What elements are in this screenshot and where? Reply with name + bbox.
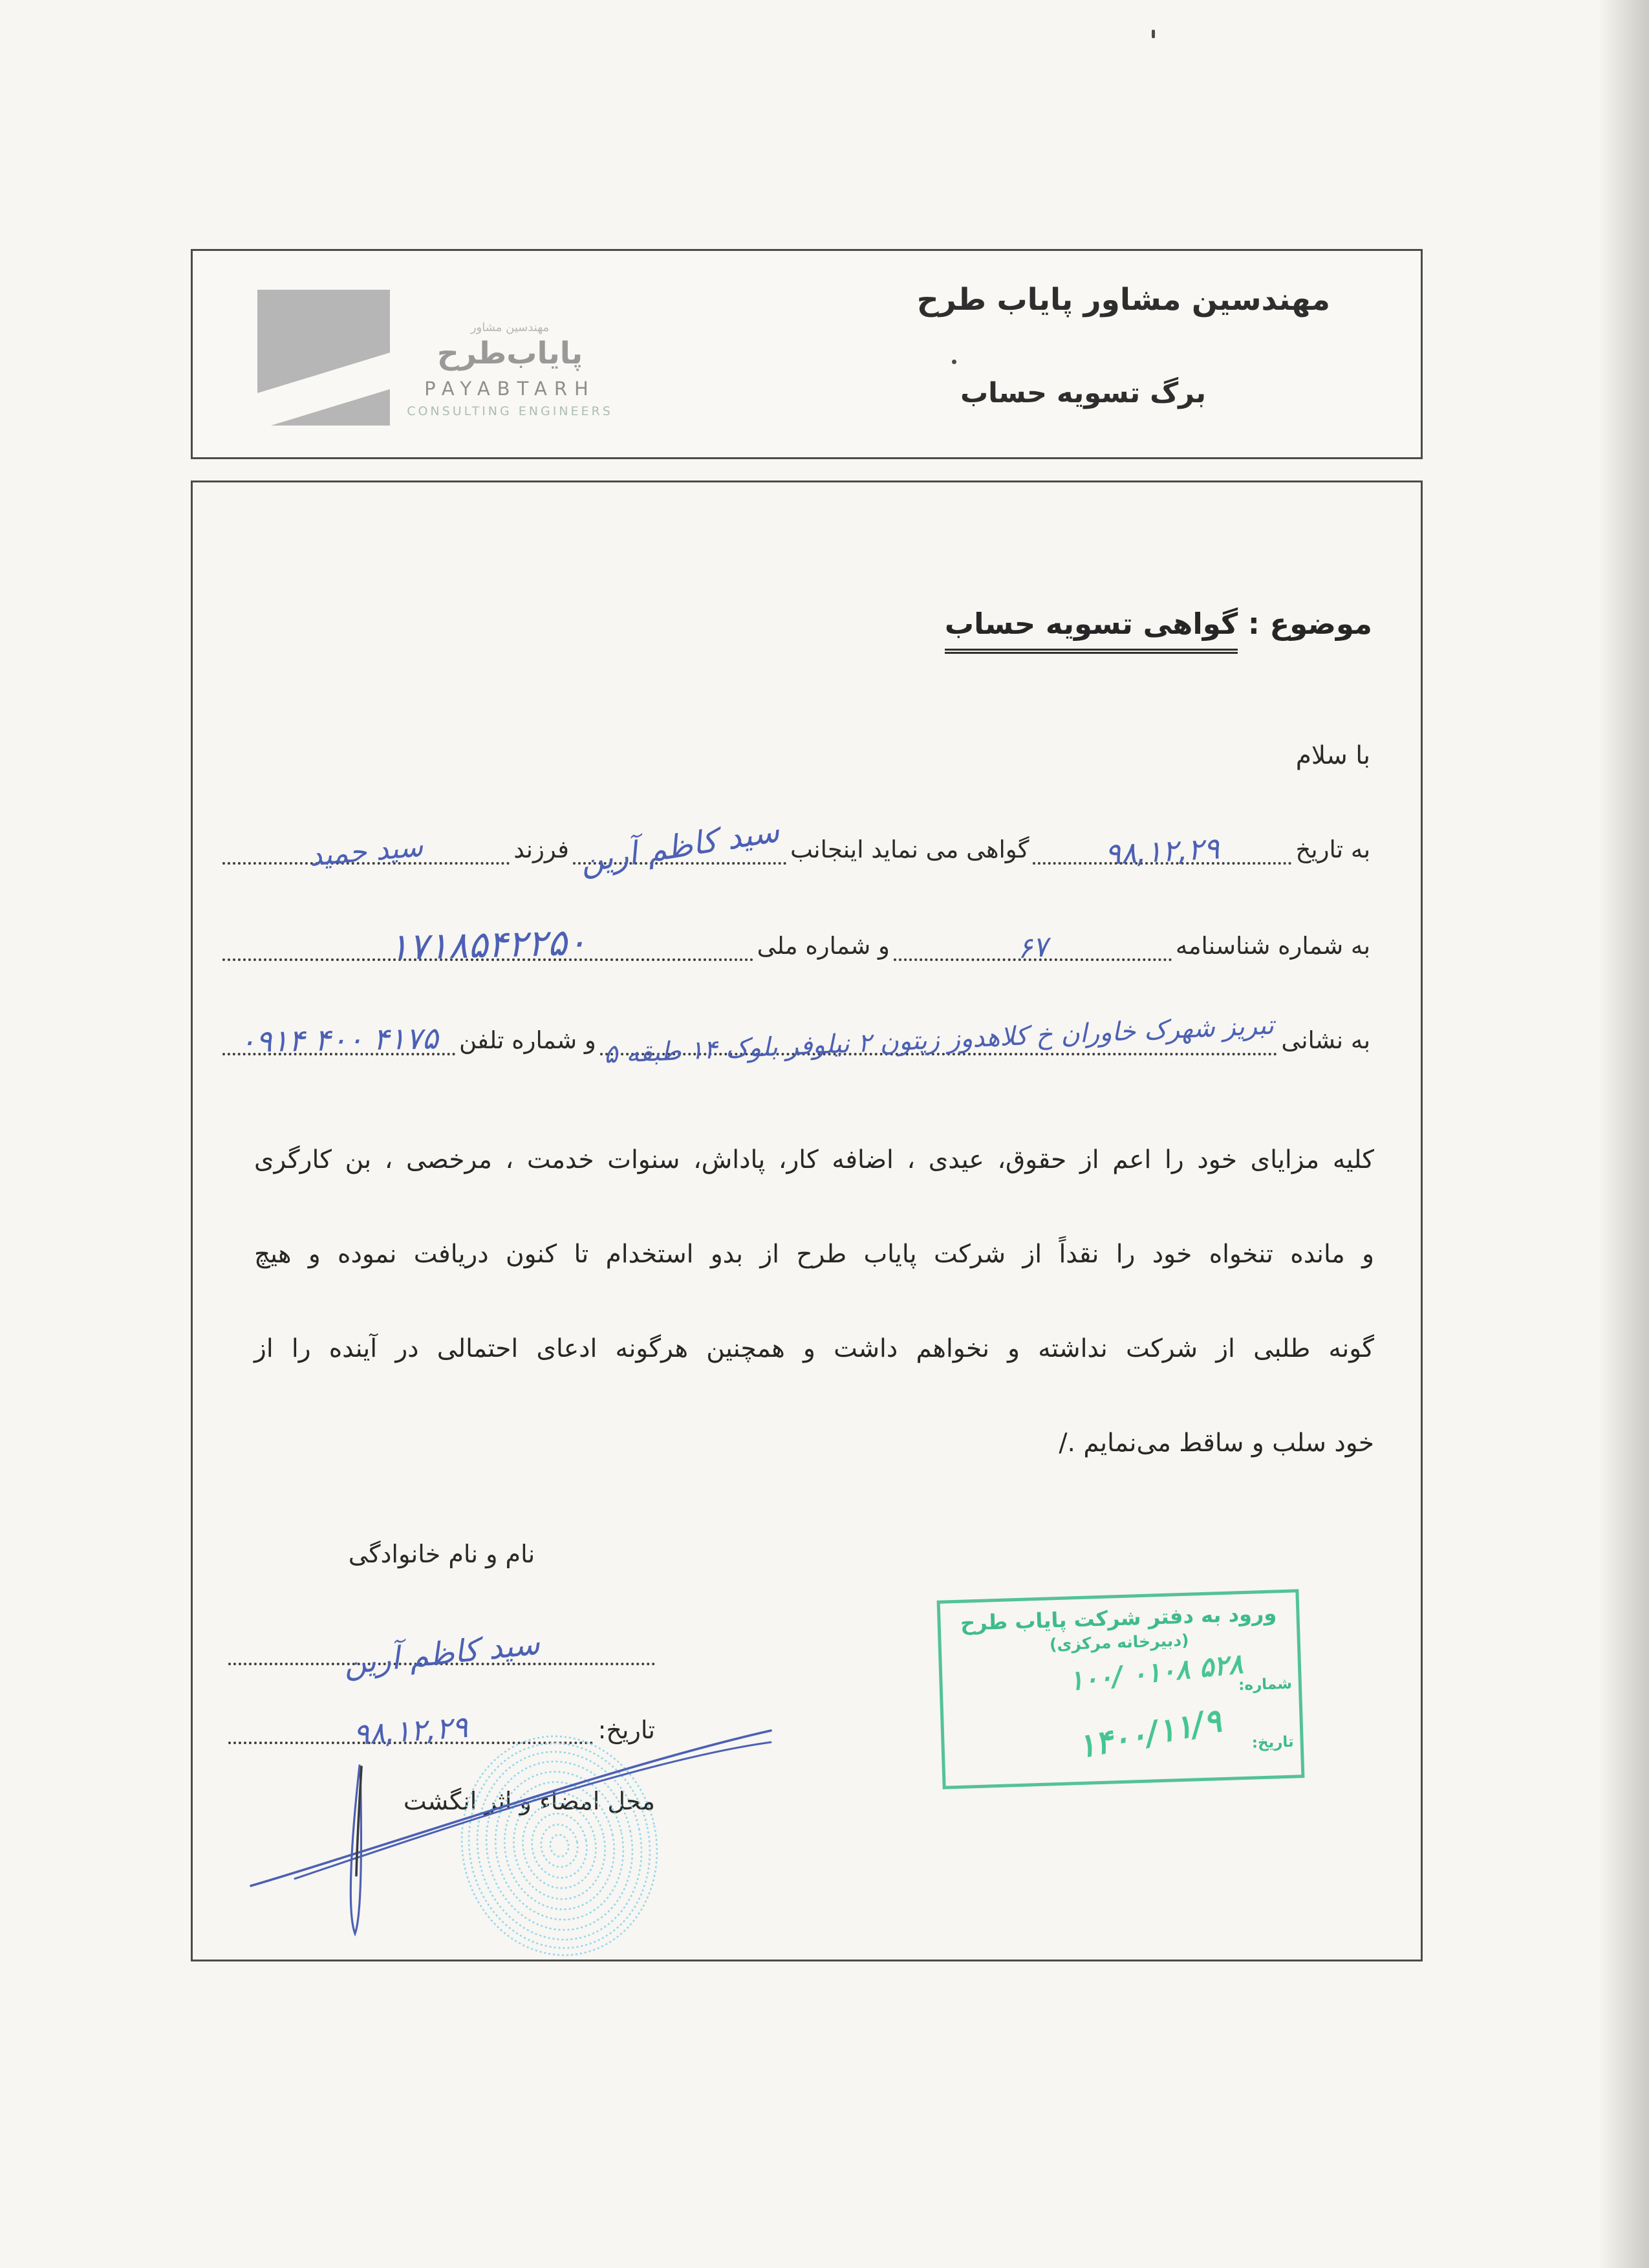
dotted-line (228, 1625, 655, 1682)
stamp-subtitle: (دبیرخانه مرکزی) (1049, 1630, 1189, 1654)
dotted-line (222, 921, 753, 969)
stamp-handwritten-number: ۵۲۸ ۰۱۰۸ /۱۰۰ (1067, 1647, 1244, 1697)
logo-diagonal-stripe (257, 345, 390, 426)
handwritten-signature-date: ۹۸,۱۲,۲۹ (352, 1709, 469, 1753)
paragraph-line: خود سلب و ساقط می‌نمایم ./ (1059, 1429, 1374, 1458)
handwritten-date: ۹۸,۱۲,۲۹ (1104, 830, 1221, 872)
fingerprint-icon (442, 1719, 677, 1960)
handwritten-name: سید کاظم آرین (577, 812, 782, 881)
declaration-paragraph (254, 1113, 1374, 1491)
paragraph-line: کلیه مزایای خود را اعم از حقوق، عیدی ، اضافه کار، پاداش، سنوات خدمت ، مرخصی ، بن کارگری (254, 1145, 1374, 1174)
handwritten-address: تبریز شهرک خاوران خ کلاهدوز زیتون ۲ نیلوفر بلوک ۱۴ طبقه ۵ (603, 1010, 1275, 1070)
office-entry-stamp (937, 1589, 1305, 1789)
stamp-number-label: شماره: (1238, 1675, 1293, 1694)
label-national-id: و شماره ملی (757, 932, 890, 960)
label-child-of: فرزند (513, 836, 569, 863)
label-date: به تاریخ (1295, 836, 1370, 863)
label-certifies: گواهی می نماید اینجانب (790, 836, 1029, 863)
form-title: برگ تسویه حساب (960, 377, 1206, 409)
signature-name-label: نام و نام خانوادگی (348, 1540, 535, 1568)
logo-script-small: مهندسین مشاور (470, 321, 550, 334)
form-line-address-phone (222, 1010, 1374, 1070)
label-address: به نشانی (1281, 1026, 1370, 1054)
logo-text-block (398, 321, 621, 418)
form-line-date-name (222, 812, 1374, 881)
paragraph-line: گونه طلبی از شرکت نداشته و نخواهم داشت و همچنین هرگونه ادعای احتمالی در آینده را از (254, 1334, 1374, 1363)
stamp-handwritten-date: ۱۴۰۰/۱۱/۹ (1075, 1701, 1225, 1766)
dotted-line (222, 1021, 455, 1060)
dotted-line (1033, 830, 1291, 872)
form-line-id-numbers (222, 921, 1374, 969)
form-title-accent-dot (952, 360, 956, 364)
dotted-line (894, 930, 1172, 966)
handwritten-national-id: ۱۷۱۸۵۴۲۲۵۰ (388, 921, 588, 969)
stamp-date-label: تاریخ: (1251, 1733, 1295, 1752)
subject-label: موضوع : (1238, 607, 1372, 641)
dotted-line (573, 812, 786, 881)
signature-and-fingerprint (233, 1719, 776, 1960)
handwritten-birth-cert-no: ۶۷ (1016, 930, 1050, 966)
scan-speck (1152, 30, 1155, 38)
signature-place-label: محل امضاء و اثر انگشت (403, 1787, 655, 1815)
letterhead-box (191, 249, 1423, 459)
paragraph-line: و مانده تنخواه خود را نقداً از شرکت پایاب طرح از بدو استخدام تا کنون دریافت نموده و هیچ (254, 1240, 1374, 1269)
logo-latin-name: PAYABTARH (424, 378, 596, 400)
label-birth-cert-no: به شماره شناسنامه (1175, 932, 1370, 960)
logo-script-name: پایاب‌طرح (436, 336, 583, 371)
company-name: مهندسین مشاور پایاب طرح (916, 282, 1330, 318)
logo-latin-subtitle: CONSULTING ENGINEERS (407, 404, 613, 418)
salutation: با سلام (1295, 741, 1370, 770)
stamp-title: ورود به دفتر شرکت پایاب طرح (960, 1601, 1277, 1636)
subject-value: گواهی تسویه حساب (945, 607, 1238, 654)
handwritten-phone: ۰۹۱۴ ۴۰۰ ۴۱۷۵ (239, 1021, 439, 1060)
form-body-box (191, 481, 1423, 1961)
label-phone: و شماره تلفن (459, 1026, 596, 1054)
dotted-line (600, 1010, 1278, 1070)
signature-date-label: تاریخ: (598, 1716, 655, 1744)
payabtarh-logo-icon (257, 290, 390, 426)
scan-edge-shadow (1599, 0, 1649, 2268)
handwritten-father-name: سید حمید (308, 830, 425, 873)
pen-signature (251, 1731, 771, 1934)
handwritten-signature-name: سید کاظم آرین (341, 1625, 542, 1682)
dotted-line (222, 830, 510, 873)
subject-row (945, 607, 1372, 641)
